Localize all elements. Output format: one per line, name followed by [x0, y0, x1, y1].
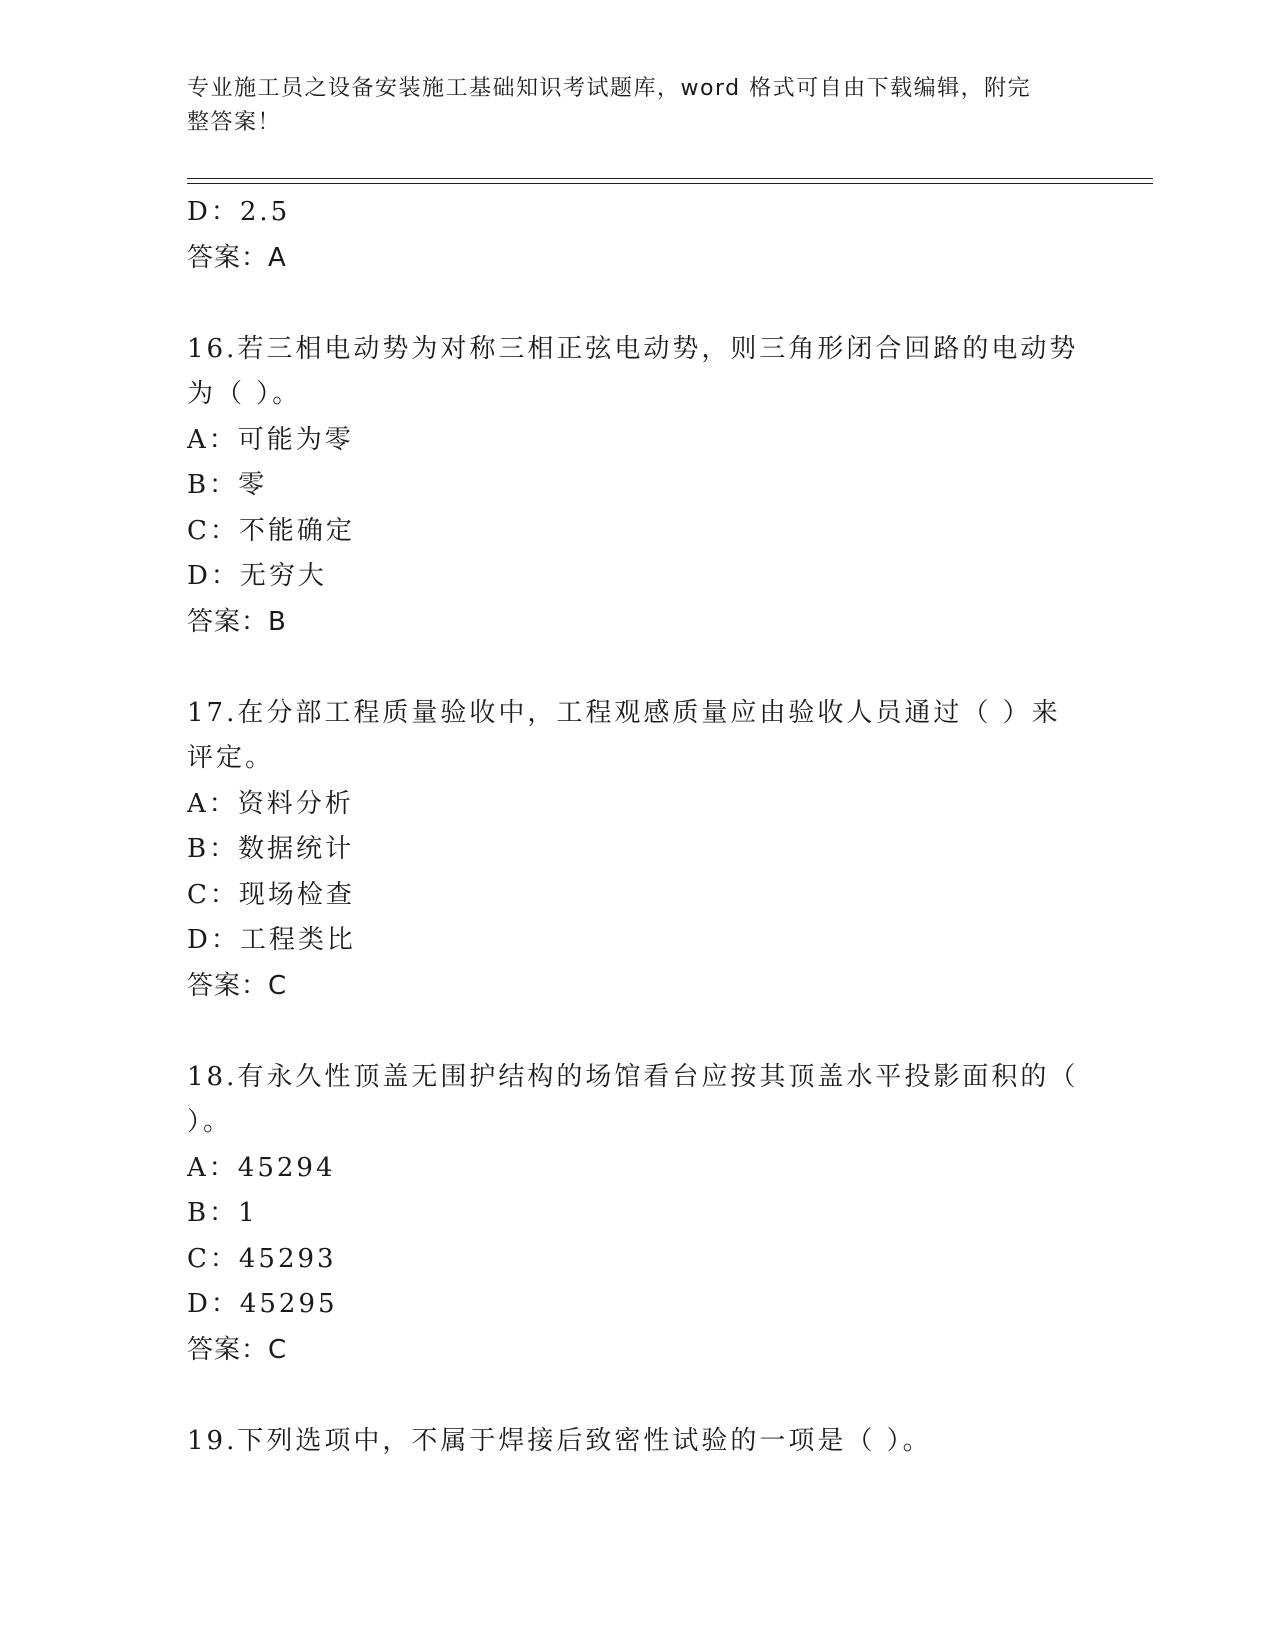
question-text-line-1: 18.有永久性顶盖无围护结构的场馆看台应按其顶盖水平投影面积的（: [187, 1061, 1079, 1092]
document-header: [187, 72, 1067, 140]
question-text-line-2: ）。: [187, 1107, 233, 1137]
option-c: C：现场检查: [187, 879, 355, 910]
question-19: [187, 1419, 1087, 1465]
header-line-2: 整答案！: [187, 110, 282, 135]
question-17: [187, 691, 1087, 1010]
answer: 答案：C: [187, 1334, 288, 1365]
question-16: [187, 327, 1087, 646]
option-a: A：可能为零: [187, 424, 354, 455]
option-d: D：工程类比: [187, 925, 356, 955]
question-text-line-1: 16.若三相电动势为对称三相正弦电动势，则三角形闭合回路的电动势: [187, 333, 1079, 364]
spacer: [187, 645, 1087, 691]
option-b: B：1: [187, 1198, 258, 1228]
option-c: C：45293: [187, 1243, 337, 1274]
prev-option-d: D：2.5: [187, 197, 291, 227]
question-text-line-1: 19.下列选项中，不属于焊接后致密性试验的一项是（ ）。: [187, 1425, 932, 1456]
option-d: D：45295: [187, 1289, 338, 1319]
question-text-line-1: 17.在分部工程质量验收中，工程观感质量应由验收人员通过（ ）来: [187, 697, 1061, 728]
question-text-line-2: 为（ ）。: [187, 379, 302, 409]
option-d: D：无穷大: [187, 561, 327, 591]
question-list: [187, 190, 1087, 1464]
header-line-1: 专业施工员之设备安装施工基础知识考试题库，word 格式可自由下载编辑，附完: [187, 76, 1032, 101]
question-18: [187, 1055, 1087, 1374]
spacer: [187, 1009, 1087, 1055]
header-divider-bottom: [187, 183, 1153, 184]
question-text-line-2: 评定。: [187, 743, 275, 773]
option-b: B：数据统计: [187, 834, 355, 864]
header-divider-top: [187, 178, 1153, 179]
option-a: A：资料分析: [187, 788, 354, 819]
answer: 答案：B: [187, 606, 287, 637]
spacer: [187, 281, 1087, 327]
option-c: C：不能确定: [187, 515, 355, 546]
option-b: B：零: [187, 470, 268, 500]
prev-answer: 答案：A: [187, 242, 287, 273]
option-a: A：45294: [187, 1152, 336, 1183]
answer: 答案：C: [187, 970, 288, 1001]
spacer: [187, 1373, 1087, 1419]
